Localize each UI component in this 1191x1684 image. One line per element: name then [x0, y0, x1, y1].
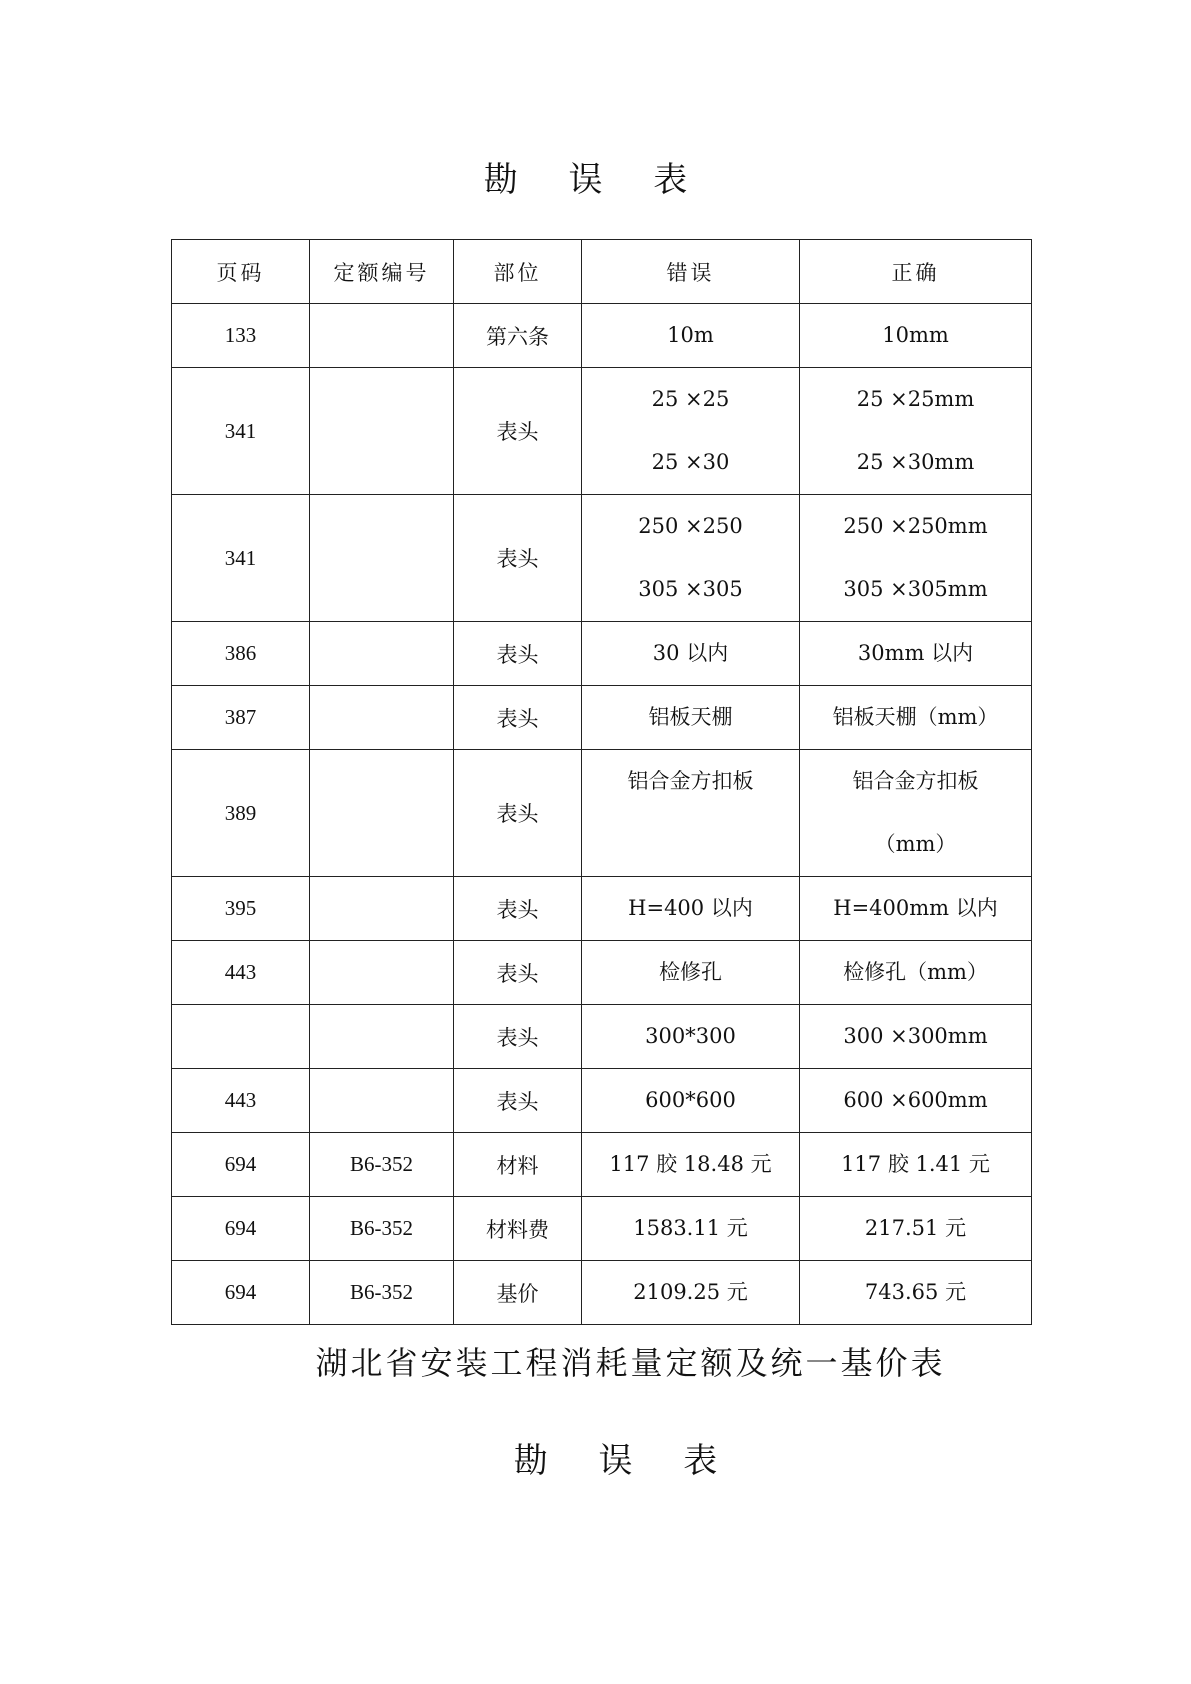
cell-right: [800, 877, 1032, 941]
table-row: [172, 1005, 1032, 1069]
table-header-row: [172, 240, 1032, 304]
cell-code: B6-352: [310, 1133, 454, 1197]
cell-wrong: [582, 1133, 800, 1197]
cell-part: 表头: [454, 1005, 582, 1069]
cell-wrong: [582, 304, 800, 368]
cell-code: [310, 1005, 454, 1069]
cell-wrong-line: 305 ×305: [638, 577, 743, 601]
cell-page: [172, 1005, 310, 1069]
cell-part: 表头: [454, 686, 582, 750]
cell-code: [310, 304, 454, 368]
table-row: [172, 368, 1032, 495]
cell-wrong-line: 250 ×250: [638, 514, 743, 538]
cell-wrong: [582, 750, 800, 877]
cell-part: 表头: [454, 941, 582, 1005]
cell-page: 341: [172, 495, 310, 622]
cell-right-line: 117 胶 1.41 元: [841, 1152, 990, 1176]
cell-right-line: 检修孔（mm）: [843, 960, 988, 984]
cell-code: [310, 622, 454, 686]
cell-wrong: [582, 1005, 800, 1069]
header-part: 部位: [454, 240, 582, 304]
cell-right-line: 743.65 元: [864, 1280, 967, 1304]
table-row: [172, 495, 1032, 622]
cell-code: [310, 495, 454, 622]
cell-part: 表头: [454, 1069, 582, 1133]
cell-right-line: 铝合金方扣板: [852, 769, 979, 793]
cell-wrong-line: 2109.25 元: [633, 1280, 748, 1304]
table-body: [172, 304, 1032, 1325]
cell-code: [310, 877, 454, 941]
cell-right-line: 10mm: [882, 323, 949, 347]
cell-part: 表头: [454, 877, 582, 941]
cell-right: [800, 941, 1032, 1005]
cell-code: [310, 686, 454, 750]
cell-wrong-line: 铝合金方扣板: [627, 769, 754, 793]
cell-part: 第六条: [454, 304, 582, 368]
table-row: [172, 750, 1032, 877]
table-row: [172, 1261, 1032, 1325]
cell-wrong: [582, 877, 800, 941]
cell-page: 443: [172, 1069, 310, 1133]
cell-right: [800, 1197, 1032, 1261]
cell-wrong-line: 25 ×30: [651, 450, 730, 474]
cell-wrong-line: H=400 以内: [628, 896, 753, 920]
cell-wrong-line: 30 以内: [652, 641, 729, 665]
cell-wrong-line: 300*300: [645, 1024, 736, 1048]
cell-right-line: H=400mm 以内: [833, 896, 998, 920]
cell-page: 133: [172, 304, 310, 368]
header-wrong: 错误: [582, 240, 800, 304]
cell-wrong: [582, 1069, 800, 1133]
cell-right-line: 305 ×305mm: [843, 577, 988, 601]
cell-right-line: 600 ×600mm: [843, 1088, 988, 1112]
cell-page: 443: [172, 941, 310, 1005]
header-page: 页码: [172, 240, 310, 304]
footer-subtitle: 勘 误 表: [513, 1441, 738, 1481]
cell-code: [310, 1069, 454, 1133]
page-title: 勘 误 表: [483, 160, 708, 200]
cell-wrong-line: 检修孔: [659, 960, 722, 984]
cell-wrong-line: 10m: [667, 323, 714, 347]
cell-right: [800, 304, 1032, 368]
cell-wrong-line: [582, 813, 799, 876]
cell-wrong-line: 600*600: [645, 1088, 736, 1112]
table-row: [172, 304, 1032, 368]
cell-part: 表头: [454, 495, 582, 622]
cell-code: [310, 368, 454, 495]
cell-wrong: [582, 1261, 800, 1325]
cell-code: B6-352: [310, 1261, 454, 1325]
cell-right: [800, 1005, 1032, 1069]
cell-wrong: [582, 686, 800, 750]
cell-wrong: [582, 622, 800, 686]
table-row: [172, 877, 1032, 941]
cell-right: [800, 622, 1032, 686]
cell-right-line: 250 ×250mm: [843, 514, 988, 538]
table-row: [172, 686, 1032, 750]
cell-right: [800, 1261, 1032, 1325]
cell-right-line: 铝板天棚（mm）: [832, 705, 999, 729]
header-right: 正确: [800, 240, 1032, 304]
cell-wrong-line: 铝板天棚: [648, 705, 733, 729]
cell-page: 694: [172, 1261, 310, 1325]
cell-wrong: [582, 368, 800, 495]
cell-right-line: 217.51 元: [864, 1216, 967, 1240]
cell-code: [310, 750, 454, 877]
cell-wrong-line: 25 ×25: [651, 387, 730, 411]
cell-right: [800, 1069, 1032, 1133]
cell-page: 389: [172, 750, 310, 877]
cell-part: 表头: [454, 750, 582, 877]
cell-right-line: 25 ×30mm: [856, 450, 975, 474]
cell-right-line: 30mm 以内: [857, 641, 974, 665]
cell-page: 386: [172, 622, 310, 686]
footer-title: 湖北省安装工程消耗量定额及统一基价表: [315, 1344, 946, 1382]
cell-right-line: 300 ×300mm: [843, 1024, 988, 1048]
header-code: 定额编号: [310, 240, 454, 304]
cell-right-line: （mm）: [874, 832, 957, 856]
cell-wrong: [582, 1197, 800, 1261]
cell-wrong-line: 117 胶 18.48 元: [609, 1152, 772, 1176]
cell-right: [800, 750, 1032, 877]
table-row: [172, 941, 1032, 1005]
cell-part: 表头: [454, 368, 582, 495]
cell-part: 基价: [454, 1261, 582, 1325]
cell-wrong: [582, 941, 800, 1005]
cell-right: [800, 495, 1032, 622]
table-row: [172, 1069, 1032, 1133]
cell-wrong: [582, 495, 800, 622]
cell-code: [310, 941, 454, 1005]
cell-page: 387: [172, 686, 310, 750]
cell-right: [800, 368, 1032, 495]
cell-page: 395: [172, 877, 310, 941]
cell-part: 材料: [454, 1133, 582, 1197]
cell-page: 341: [172, 368, 310, 495]
cell-right: [800, 686, 1032, 750]
cell-page: 694: [172, 1133, 310, 1197]
table-row: [172, 1197, 1032, 1261]
cell-part: 表头: [454, 622, 582, 686]
cell-code: B6-352: [310, 1197, 454, 1261]
cell-wrong-line: 1583.11 元: [633, 1216, 748, 1240]
cell-part: 材料费: [454, 1197, 582, 1261]
table-row: [172, 622, 1032, 686]
cell-right-line: 25 ×25mm: [856, 387, 975, 411]
errata-table: [171, 239, 1032, 1325]
cell-right: [800, 1133, 1032, 1197]
cell-page: 694: [172, 1197, 310, 1261]
table-row: [172, 1133, 1032, 1197]
